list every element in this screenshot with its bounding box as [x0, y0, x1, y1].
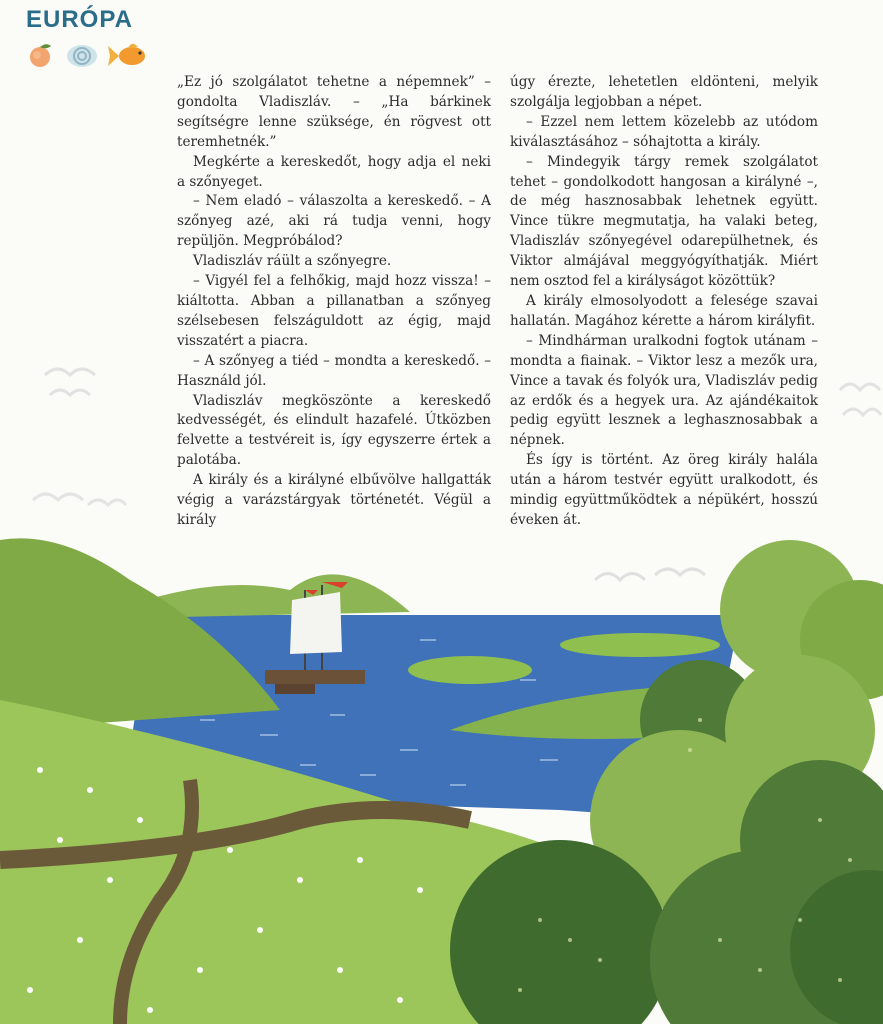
birds-left-icon — [40, 355, 120, 405]
paragraph: Megkérte a kereskedőt, hogy adja el neki a szőnyeget. — [177, 153, 491, 190]
story-column-right — [510, 73, 818, 531]
paragraph: Vladiszláv megköszönte a kereskedő kedvességét, és elindult hazafelé. Útközben felvette a testvéreit is, így egyszerre értek a palotába. — [177, 392, 491, 469]
paragraph: úgy érezte, lehetetlen eldönteni, melyik szolgálja legjobban a népet. — [510, 74, 818, 110]
paragraph: – Mindegyik tárgy remek szolgálatot tehet – gondolkodott hangosan a királyné –, de még hasznosabbak lehetnek együtt. Vince tükre megmutatja, ha valaki beteg, Vladiszláv szőnyegével odarepülhetnek, és Viktor almájával meggyógyíthatják. Miért nem osztod fel a királyságot közöttük? — [510, 153, 818, 290]
shell-icon — [66, 40, 96, 70]
birds-lower-left-icon — [28, 480, 128, 520]
paragraph: – Ezzel nem lettem közelebb az utódom kiválasztásához – sóhajtotta a király. — [510, 113, 818, 150]
paragraph: A király és a királyné elbűvölve hallgatták végig a varázstárgyak történetét. Végül a király — [177, 472, 491, 528]
continent-title: EURÓPA — [26, 6, 133, 33]
story-column-left — [177, 73, 491, 531]
paragraph: A király elmosolyodott a felesége szavai hallatán. Magához kérette a három királyfit. — [510, 292, 818, 329]
paragraph: – Nem eladó – válaszolta a kereskedő. – A szőnyeg azé, aki rá tudja venni, hogy repüljön. Megpróbálod? — [177, 193, 491, 250]
paragraph: Vladiszláv ráült a szőnyegre. — [193, 253, 392, 270]
peach-icon — [26, 40, 56, 70]
birds-right-icon — [835, 370, 883, 430]
paragraph: – Vigyél fel a felhőkig, majd hozz vissza! – kiáltotta. Abban a pillanatban a szőnyeg szélsebesen felszáguldott az égig, majd visszatért a piacra. — [177, 273, 491, 349]
lake-landscape-illustration — [0, 520, 883, 1024]
header-icons — [26, 40, 152, 70]
paragraph: – A szőnyeg a tiéd – mondta a kereskedő. – Használd jól. — [177, 352, 491, 389]
goldfish-icon — [106, 40, 152, 70]
paragraph: – Mindhárman uralkodni fogtok utánam – mondta a fiainak. – Viktor lesz a mezők ura, Vince a tavak és folyók ura, Vladiszláv pedig az erdők és a hegyek ura. Az ajándékaitok pedig együtt lesznek a leghasznosabbak a népnek. — [510, 332, 818, 449]
page-header — [26, 6, 152, 70]
paragraph: És így is történt. Az öreg király halála után a három testvér együtt uralkodott, és mindig együttműködtek a népükért, hosszú éveken át. — [510, 452, 818, 528]
paragraph: „Ez jó szolgálatot tehetne a népemnek” – gondolta Vladiszláv. – „Ha bárkinek segítségre lenne szüksége, én rögvest ott teremhetnék.” — [177, 74, 491, 150]
